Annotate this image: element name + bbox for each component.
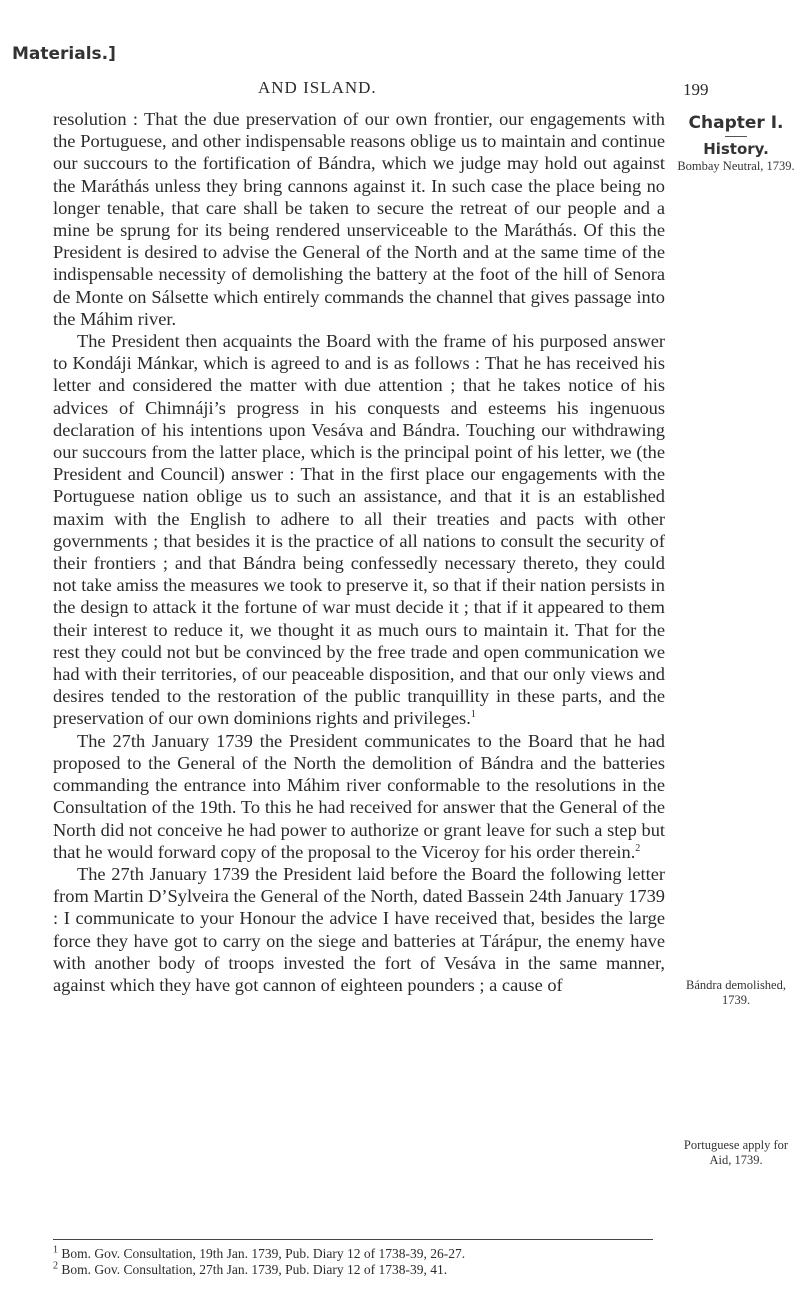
footnote-text: Bom. Gov. Consultation, 19th Jan. 1739, Pub. Diary 12 of 1738-39, 26-27.: [61, 1246, 466, 1261]
footnote: [53, 1246, 673, 1262]
footnote-text: Bom. Gov. Consultation, 27th Jan. 1739, Pub. Diary 12 of 1738-39, 41.: [61, 1262, 448, 1277]
footnotes: [53, 1246, 673, 1278]
margin-note-text: Bombay Neutral, 1739.: [677, 159, 795, 173]
page-number: 199: [683, 80, 709, 99]
margin-note-text: Portuguese apply for Aid, 1739.: [683, 1138, 789, 1167]
margin-note-chapter: [672, 112, 800, 174]
footnote-mark: 1: [53, 1244, 58, 1256]
footnote-mark: 2: [53, 1260, 58, 1272]
paragraph: The 27th January 1739 the President communicates to the Board that he had proposed to the General of the North the demolition of Bándra and the batteries commanding the entrance into Máhim river conformable to the resolutions in the Consultation of the 19th. To this he had received for answer that the General of the North did not conceive he had power to authorize or grant leave for such a step but that he would forward copy of the proposal to the Viceroy for his order therein.$^2$: [53, 730, 665, 862]
paragraph: resolution : That the due preservation of our own frontier, our engagements with the Portuguese, and other indispensable reasons oblige us to maintain and continue our succours to the fortification of Bándra, which we judge may hold out against the Maráthás unless they bring cannons against it. In such case the place being no longer tenable, that care shall be taken to secure the retreat of our people and a mine be sprung for its being rendered unserviceable to the Maráthás. Of this the President is desired to advise the General of the North and at the same time of the indispensable necessity of demolishing the battery at the foot of the hill of Senora de Monte on Sálsette which entirely commands the channel that gives passage into the Máhim river.: [53, 109, 665, 329]
main-text: [53, 108, 665, 996]
history-label: History.: [703, 140, 769, 158]
chapter-label: Chapter I.: [688, 113, 784, 133]
margin-note-text: Bándra demolished, 1739.: [686, 978, 786, 1007]
paragraph: The President then acquaints the Board with the frame of his purposed answer to Kondáji Mánkar, which is agreed to and is as follows : That he has received his letter and considered the matter with due attention ; that he takes notice of his advices of Chimnáji’s progress in his conquests and esteems his ingenuous declaration of his intentions upon Vesáva and Bándra. Touching our withdrawing our succours from the latter place, which is the principal point of his letter, we (the President and Council) answer : That in the first place our engagements with the Portuguese nation oblige us to such an assistance, and that it is an established maxim with the English to adhere to all their treaties and pacts with other governments ; that besides it is the practice of all nations to consult the security of their frontiers ; and that Bándra being confessedly necessary thereto, they could not take amiss the measures we took to preserve it, so that if their nation persists in the design to attack it the fortune of war must decide it ; that if it appeared to them their interest to reduce it, we thought it as much ours to maintain it. That for the rest they could not but be convinced by the free trade and open communication we had with their territories, of our peaceable disposition, and that our only views and desires tended to the restoration of the public tranquillity in these parts, and the preservation of our own dominions rights and privileges.$^1$: [53, 331, 665, 729]
margin-note: [672, 1138, 800, 1168]
running-title: AND ISLAND.: [258, 78, 377, 97]
section-tag: Materials.]: [12, 44, 116, 64]
margin-note: [672, 978, 800, 1008]
divider: [725, 136, 747, 137]
footnote: [53, 1262, 673, 1278]
footnote-marker: 1: [470, 709, 476, 721]
paragraph: The 27th January 1739 the President laid before the Board the following letter from Martin D’Sylveira the General of the North, dated Bassein 24th January 1739 : I communicate to your Honour the advice I have received that, besides the large force they have got to carry on the siege and batteries at Tárápur, the enemy have with another body of troops invested the fort of Vesáva in the same manner, against which they have got cannon of eighteen pounders ; a cause of: [53, 863, 665, 995]
footnote-rule: [53, 1239, 653, 1240]
footnote-marker: 2: [635, 842, 641, 854]
